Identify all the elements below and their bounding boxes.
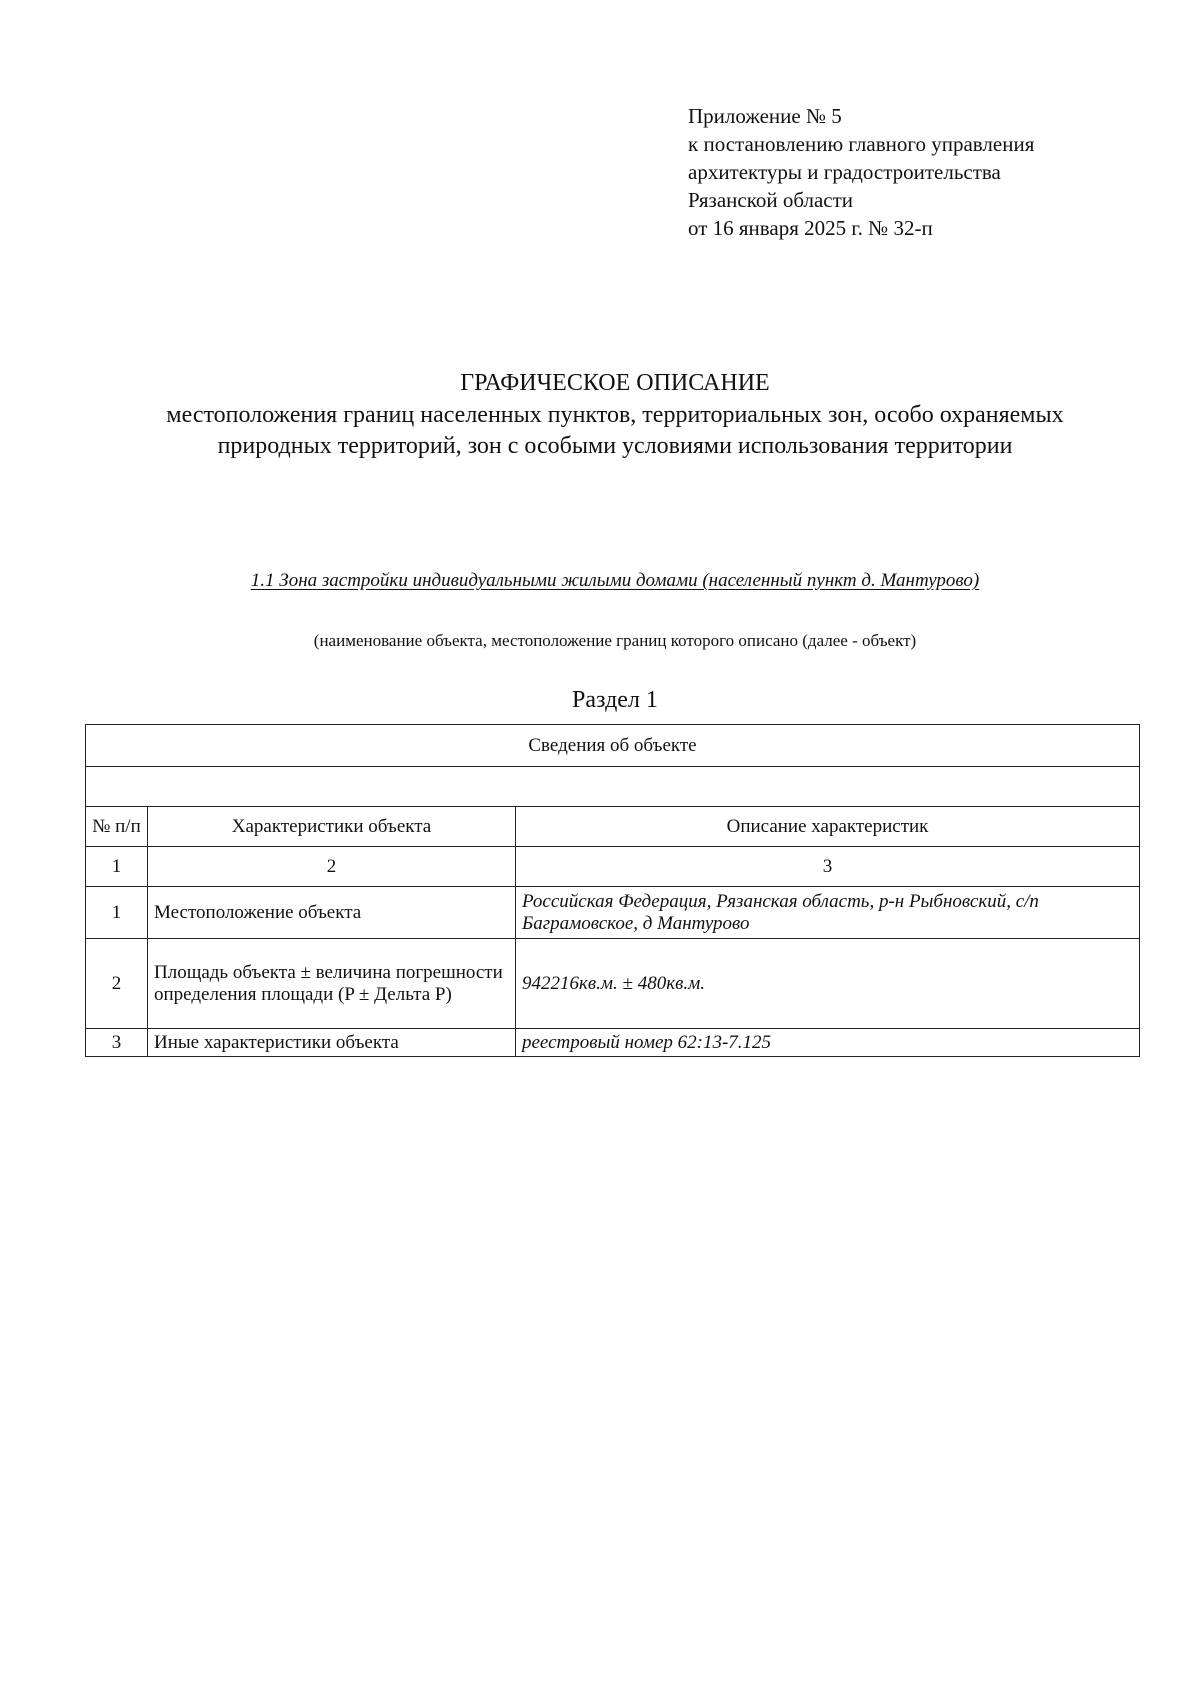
object-name: 1.1 Зона застройки индивидуальными жилыми домами (населенный пункт д. Мантурово) bbox=[250, 570, 980, 591]
empty-cell bbox=[86, 767, 1140, 807]
row-description: 942216кв.м. ± 480кв.м. bbox=[516, 939, 1140, 1029]
object-info-table bbox=[85, 724, 1140, 1057]
column-number: 3 bbox=[516, 847, 1140, 887]
row-number: 1 bbox=[86, 887, 148, 939]
table-row bbox=[86, 1029, 1140, 1057]
section-title: Раздел 1 bbox=[572, 687, 658, 713]
column-header-description: Описание характеристик bbox=[516, 807, 1140, 847]
column-number: 1 bbox=[86, 847, 148, 887]
document-title: ГРАФИЧЕСКОЕ ОПИСАНИЕ bbox=[460, 370, 770, 396]
row-number: 3 bbox=[86, 1029, 148, 1057]
row-characteristic: Иные характеристики объекта bbox=[148, 1029, 516, 1057]
column-header-no: № п/п bbox=[86, 807, 148, 847]
column-number-row bbox=[86, 847, 1140, 887]
appendix-line: от 16 января 2025 г. № 32-п bbox=[688, 216, 933, 240]
column-number: 2 bbox=[148, 847, 516, 887]
row-number: 2 bbox=[86, 939, 148, 1029]
table-row bbox=[86, 939, 1140, 1029]
appendix-line: архитектуры и градостроительства bbox=[688, 160, 1001, 184]
document-subtitle: местоположения границ населенных пунктов, территориальных зон, особо охраняемых природных территорий, зон с особыми условиями использования территории bbox=[166, 402, 1064, 459]
column-header-characteristic: Характеристики объекта bbox=[148, 807, 516, 847]
table-empty-row bbox=[86, 767, 1140, 807]
row-characteristic: Площадь объекта ± величина погрешности определения площади (P ± Дельта P) bbox=[148, 939, 516, 1029]
appendix-line: Рязанской области bbox=[688, 188, 854, 212]
appendix-line: Приложение № 5 bbox=[688, 104, 842, 128]
table-row bbox=[86, 887, 1140, 939]
column-header-row bbox=[86, 807, 1140, 847]
row-description: реестровый номер 62:13-7.125 bbox=[516, 1029, 1140, 1057]
appendix-block bbox=[688, 102, 1034, 242]
object-caption: (наименование объекта, местоположение границ которого описано (далее - объект) bbox=[313, 631, 917, 650]
appendix-line: к постановлению главного управления bbox=[688, 132, 1035, 156]
table-header: Сведения об объекте bbox=[86, 725, 1140, 767]
table-header-row bbox=[86, 725, 1140, 767]
row-characteristic: Местоположение объекта bbox=[148, 887, 516, 939]
row-description: Российская Федерация, Рязанская область, р-н Рыбновский, с/п Баграмовское, д Мантурово bbox=[516, 887, 1140, 939]
